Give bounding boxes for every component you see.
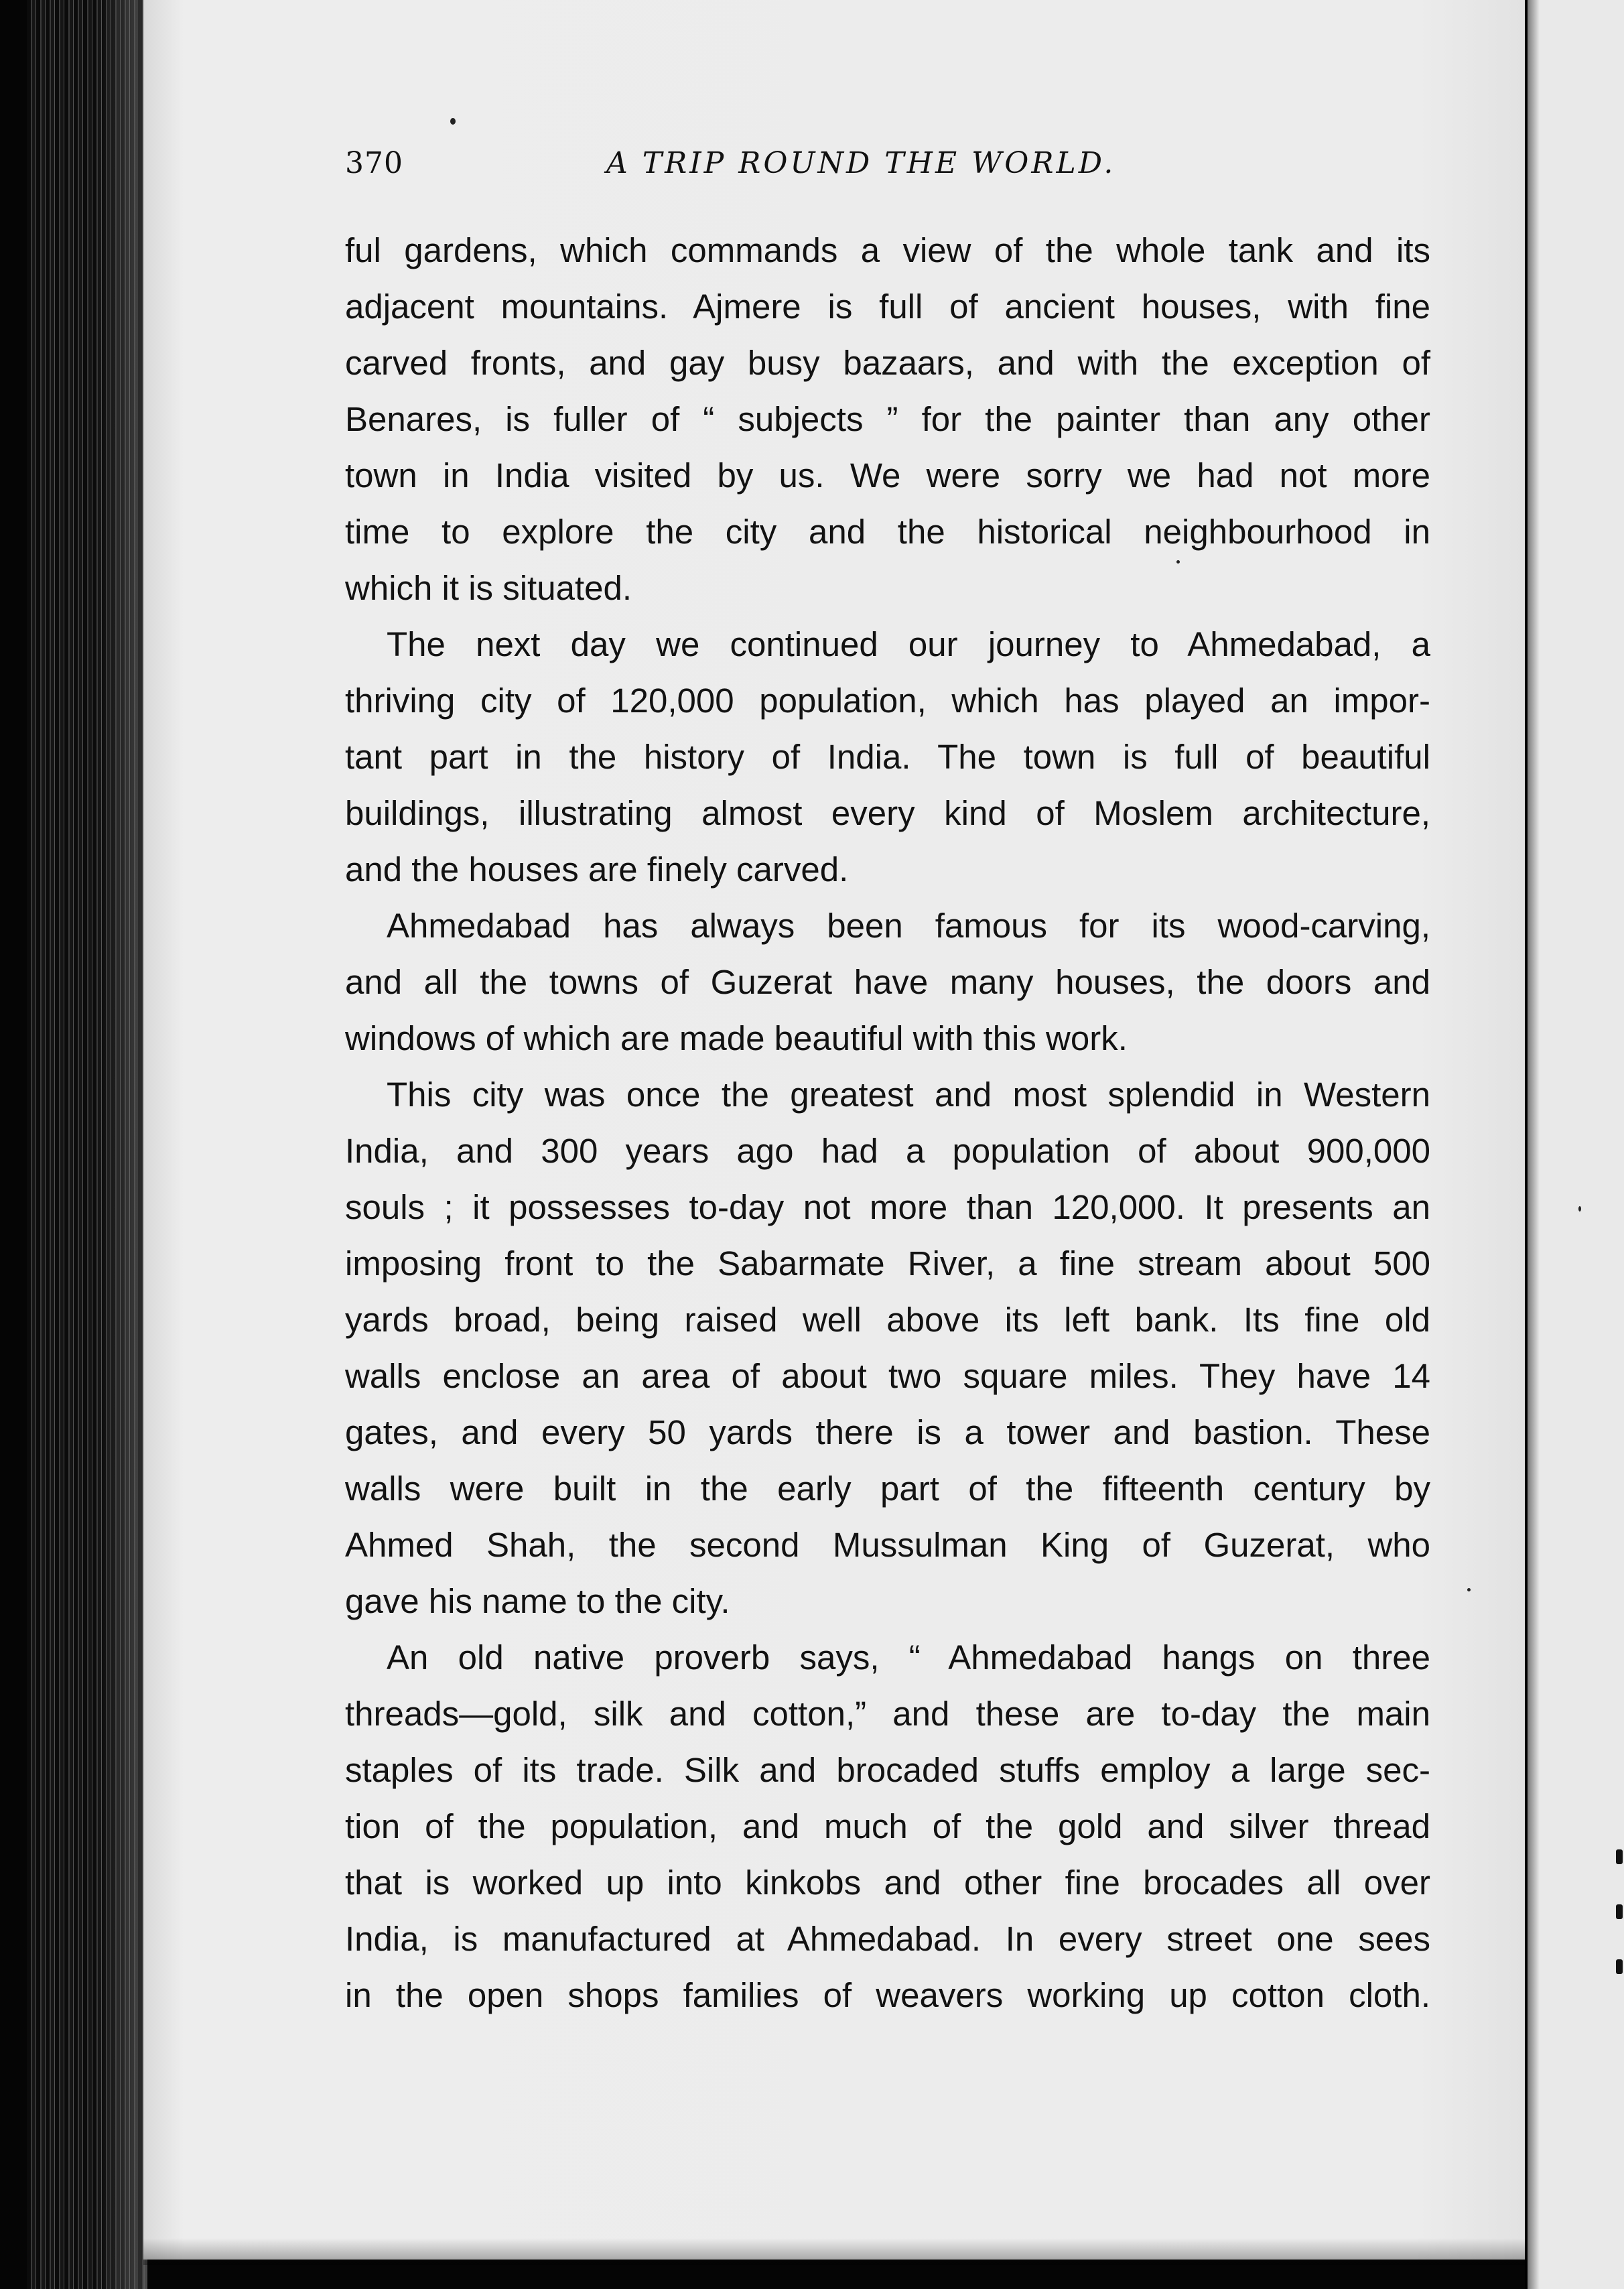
- page-number: 370: [345, 146, 403, 180]
- text-line: Benares, is fuller of “ subjects ” for the painter than any other: [345, 400, 1430, 438]
- text-line: which it is situated.: [345, 569, 632, 607]
- text-fragment: [1616, 1849, 1623, 1864]
- text-fragment: [1616, 1904, 1623, 1919]
- text-line: and the houses are finely carved.: [345, 850, 849, 889]
- text-line: walls were built in the early part of the fifteenth century by: [345, 1469, 1430, 1508]
- text-line: in the open shops families of weavers working up cotton cloth.: [345, 1976, 1430, 2014]
- scan-speck: [1467, 1588, 1471, 1591]
- text-line: yards broad, being raised well above its left bank. Its fine old: [345, 1301, 1430, 1339]
- page-bottom-shadow: [143, 2238, 1525, 2265]
- gutter-line: [138, 0, 142, 2289]
- text-line: that is worked up into kinkobs and other fine brocades all over: [345, 1863, 1430, 1902]
- running-title: A TRIP ROUND THE WORLD.: [606, 146, 1116, 180]
- text-line: adjacent mountains. Ajmere is full of ancient houses, with fine: [345, 287, 1430, 326]
- next-page-shadow: [1528, 0, 1540, 2289]
- text-line: time to explore the city and the historical neighbourhood in: [345, 513, 1430, 551]
- text-line: and all the towns of Guzerat have many houses, the doors and: [345, 963, 1430, 1001]
- scan-speck: [1176, 560, 1180, 564]
- text-line: ful gardens, which commands a view of the whole tank and its: [345, 231, 1430, 269]
- text-line: buildings, illustrating almost every kind of Moslem architecture,: [345, 794, 1430, 832]
- text-line: staples of its trade. Silk and brocaded stuffs employ a large sec-: [345, 1751, 1430, 1789]
- text-line: India, is manufactured at Ahmedabad. In every street one sees: [345, 1920, 1430, 1958]
- text-line: carved fronts, and gay busy bazaars, and with the exception of: [345, 344, 1430, 382]
- text-line: gates, and every 50 yards there is a tower and bastion. These: [345, 1413, 1430, 1451]
- text-line: imposing front to the Sabarmate River, a fine stream about 500: [345, 1244, 1430, 1283]
- text-line: India, and 300 years ago had a population of about 900,000: [345, 1132, 1430, 1170]
- running-head: [345, 146, 1176, 186]
- text-line: Ahmedabad has always been famous for its wood-carving,: [387, 907, 1430, 945]
- scan-speck: [450, 118, 456, 125]
- body-text: [345, 222, 1430, 2024]
- text-line: The next day we continued our journey to Ahmedabad, a: [387, 625, 1430, 663]
- text-line: tant part in the history of India. The town is full of beautiful: [345, 738, 1430, 776]
- text-line: souls ; it possesses to-day not more than 120,000. It presents an: [345, 1188, 1430, 1226]
- text-line: windows of which are made beautiful with this work.: [345, 1019, 1128, 1057]
- text-fragment: [1616, 1959, 1623, 1974]
- text-line: This city was once the greatest and most splendid in Western: [387, 1075, 1430, 1114]
- next-page-sliver: [1528, 0, 1624, 2289]
- text-line: threads—gold, silk and cotton,” and these are to-day the main: [345, 1695, 1430, 1733]
- scan-speck: [1578, 1206, 1581, 1212]
- text-line: walls enclose an area of about two square miles. They have 14: [345, 1357, 1430, 1395]
- text-line: gave his name to the city.: [345, 1582, 730, 1620]
- text-line: thriving city of 120,000 population, which has played an impor-: [345, 681, 1430, 720]
- text-line: Ahmed Shah, the second Mussulman King of Guzerat, who: [345, 1526, 1430, 1564]
- text-line: tion of the population, and much of the gold and silver thread: [345, 1807, 1430, 1845]
- next-page-text-fragments: [1616, 1849, 1624, 2024]
- text-line: An old native proverb says, “ Ahmedabad hangs on three: [387, 1638, 1430, 1677]
- text-line: town in India visited by us. We were sorry we had not more: [345, 456, 1430, 495]
